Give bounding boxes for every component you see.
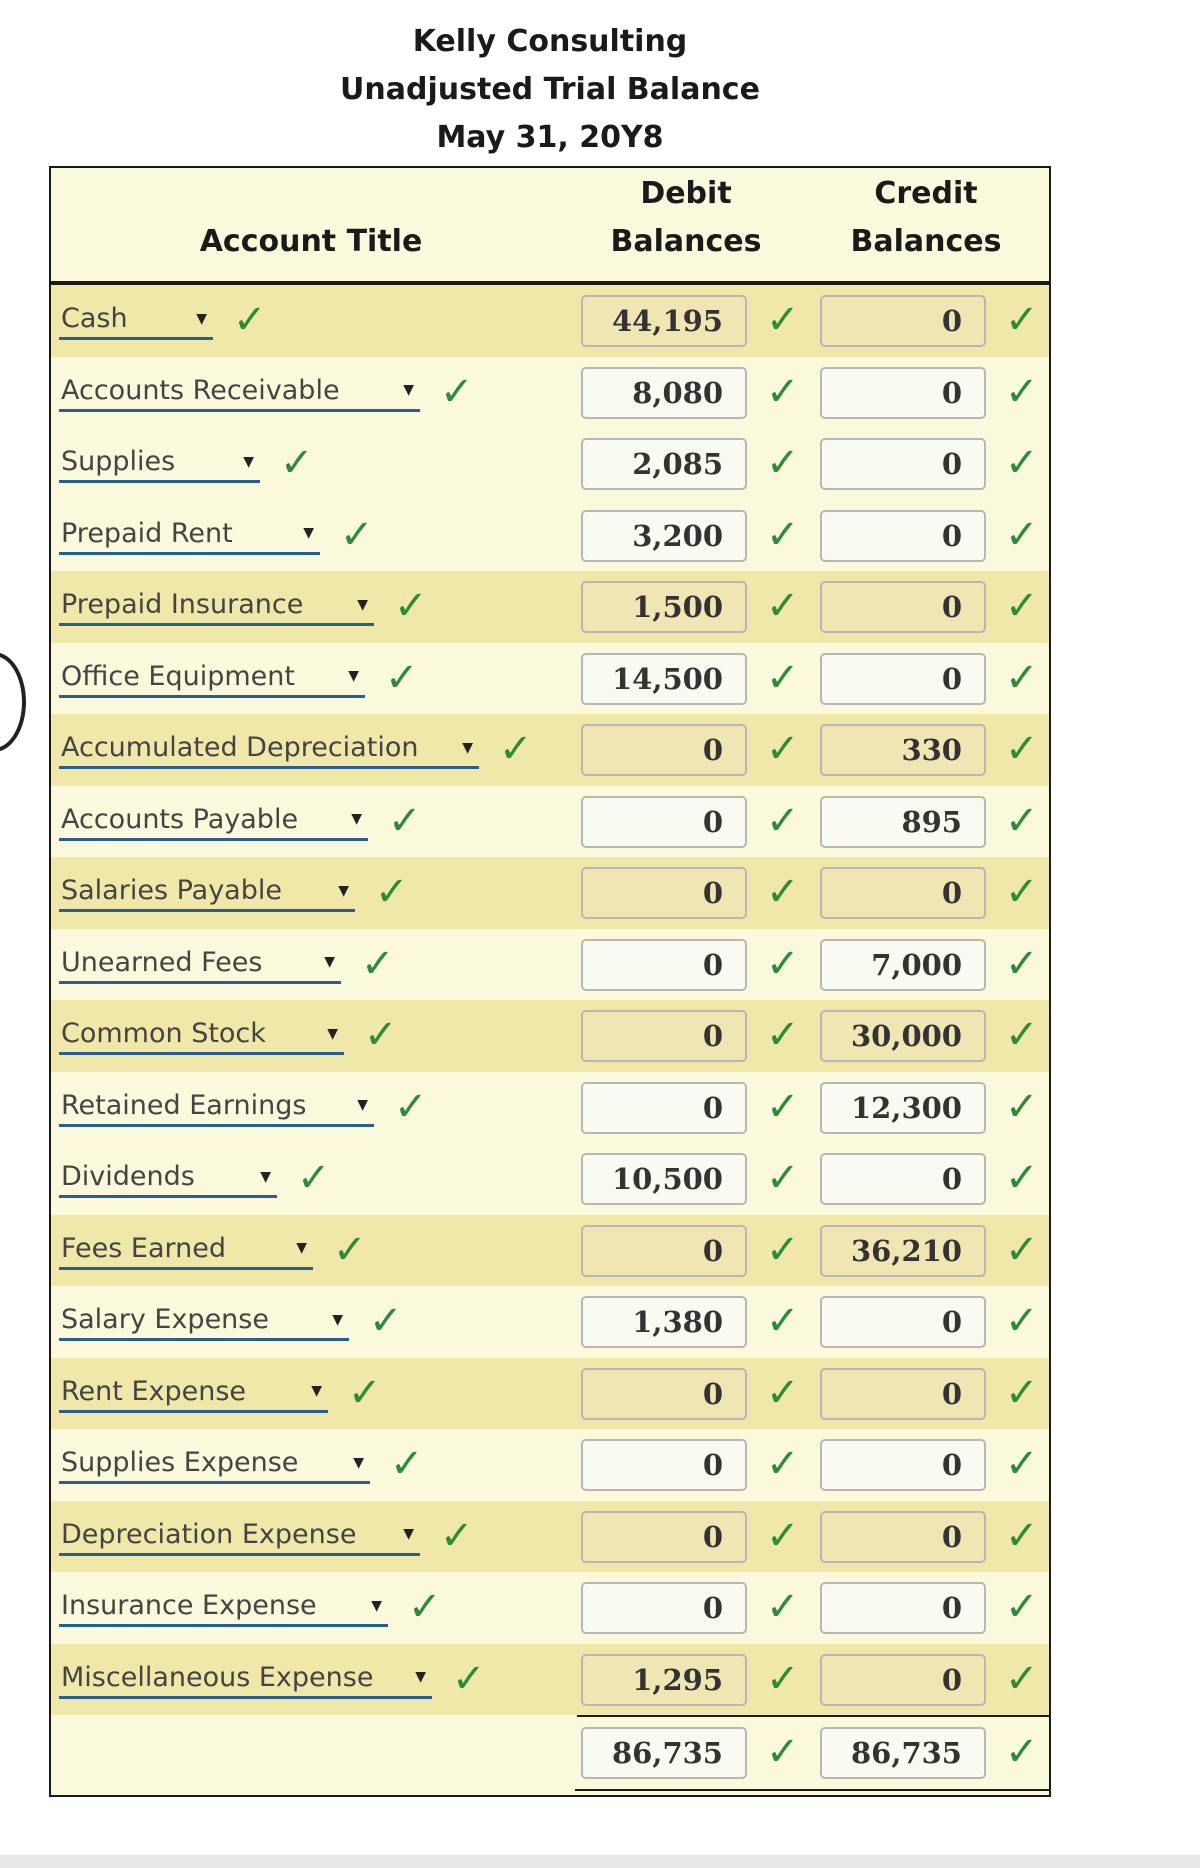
table-header (51, 168, 1049, 285)
account-select[interactable] (59, 944, 341, 984)
account-label: Retained Earnings (61, 1089, 307, 1121)
account-label: Accounts Receivable (61, 374, 340, 406)
check-icon: ✓ (766, 869, 800, 915)
check-icon: ✓ (1005, 1155, 1039, 1201)
account-label: Prepaid Rent (61, 517, 233, 549)
check-icon: ✓ (766, 1512, 800, 1559)
chevron-down-icon: ▼ (332, 1311, 343, 1328)
debit-field[interactable]: 1,500 (581, 581, 747, 633)
account-label: Salaries Payable (61, 875, 282, 906)
account-label: Prepaid Insurance (61, 589, 304, 620)
credit-field[interactable]: 0 (820, 295, 986, 347)
table-row (51, 428, 1049, 500)
check-icon: ✓ (1005, 1369, 1039, 1416)
credit-field[interactable]: 7,000 (820, 939, 986, 991)
check-icon: ✓ (348, 1369, 382, 1416)
check-icon: ✓ (1005, 1441, 1039, 1487)
account-select[interactable] (59, 515, 320, 555)
check-icon: ✓ (394, 583, 428, 629)
account-select[interactable] (59, 1444, 370, 1484)
check-icon: ✓ (440, 1512, 474, 1559)
check-icon: ✓ (766, 1012, 800, 1058)
check-icon: ✓ (233, 297, 267, 343)
check-icon: ✓ (388, 797, 422, 844)
statement-heading (0, 18, 1100, 162)
table-row (51, 1501, 1049, 1573)
check-icon: ✓ (766, 583, 800, 629)
table-row (51, 571, 1049, 643)
account-label: Salary Expense (61, 1304, 269, 1335)
account-label: Rent Expense (61, 1375, 247, 1407)
table-row (51, 1215, 1049, 1287)
credit-field[interactable]: 0 (820, 867, 986, 919)
account-select[interactable] (59, 658, 365, 698)
check-icon: ✓ (766, 654, 800, 701)
check-icon: ✓ (766, 1584, 800, 1630)
check-icon: ✓ (1005, 1584, 1039, 1630)
credit-field[interactable]: 30,000 (820, 1010, 986, 1062)
check-icon: ✓ (1005, 1729, 1039, 1775)
account-label: Depreciation Expense (61, 1518, 357, 1550)
check-icon: ✓ (333, 1226, 367, 1273)
account-select[interactable] (59, 1587, 388, 1627)
credit-field[interactable]: 0 (820, 1439, 986, 1491)
debit-field[interactable]: 0 (581, 724, 747, 776)
check-icon: ✓ (766, 368, 800, 415)
chevron-down-icon: ▼ (303, 525, 314, 541)
check-icon: ✓ (766, 297, 800, 343)
credit-field[interactable]: 0 (820, 1511, 986, 1563)
account-select[interactable] (59, 729, 479, 769)
chevron-down-icon: ▼ (403, 1526, 414, 1542)
account-select[interactable] (59, 1230, 313, 1270)
table-row (51, 929, 1049, 1001)
account-label: Cash (61, 303, 128, 334)
check-icon: ✓ (766, 440, 800, 486)
debit-field[interactable]: 1,295 (581, 1654, 747, 1706)
table-row (51, 643, 1049, 715)
debit-field[interactable]: 2,085 (581, 438, 747, 490)
account-select[interactable] (59, 1087, 374, 1127)
check-icon: ✓ (766, 1729, 800, 1775)
check-icon: ✓ (385, 654, 419, 701)
check-icon: ✓ (1005, 1226, 1039, 1273)
check-icon: ✓ (1005, 511, 1039, 558)
debit-field[interactable]: 0 (581, 1010, 747, 1062)
check-icon: ✓ (766, 797, 800, 844)
check-icon: ✓ (369, 1298, 403, 1344)
debit-field[interactable]: 44,195 (581, 295, 747, 347)
table-row (51, 285, 1049, 357)
chevron-down-icon: ▼ (357, 596, 368, 613)
account-select[interactable] (59, 872, 355, 912)
credit-field[interactable]: 895 (820, 796, 986, 848)
trial-balance-table (49, 166, 1051, 1795)
table-row (51, 1429, 1049, 1501)
debit-header-line1: Debit (640, 176, 732, 211)
table-row (51, 1572, 1049, 1644)
credit-field[interactable]: 0 (820, 367, 986, 419)
totals-double-underline (575, 1789, 1051, 1797)
check-icon: ✓ (340, 511, 374, 558)
debit-field[interactable]: 8,080 (581, 367, 747, 419)
chevron-down-icon: ▼ (327, 1025, 338, 1042)
account-select[interactable] (59, 372, 420, 412)
table-row (51, 500, 1049, 572)
table-row (51, 1072, 1049, 1144)
account-select[interactable] (59, 586, 374, 626)
check-icon: ✓ (766, 940, 800, 987)
column-header-account: Account Title (199, 224, 423, 259)
debit-field[interactable]: 0 (581, 1082, 747, 1134)
credit-field[interactable]: 0 (820, 1654, 986, 1706)
page-edge-circle (0, 652, 26, 752)
check-icon: ✓ (766, 1369, 800, 1416)
table-row (51, 857, 1049, 929)
column-header-debit (571, 170, 801, 266)
chevron-down-icon: ▼ (324, 954, 335, 970)
account-label: Accumulated Depreciation (61, 732, 419, 763)
column-header-credit (811, 170, 1041, 266)
debit-field[interactable]: 14,500 (581, 653, 747, 705)
debit-field[interactable]: 1,380 (581, 1296, 747, 1348)
total-debit-field[interactable]: 86,735 (581, 1727, 747, 1779)
account-label: Accounts Payable (61, 803, 299, 835)
check-icon: ✓ (361, 940, 395, 987)
account-label: Fees Earned (61, 1232, 227, 1264)
debit-field[interactable]: 3,200 (581, 510, 747, 562)
table-row (51, 714, 1049, 786)
check-icon: ✓ (1005, 297, 1039, 343)
debit-field[interactable]: 0 (581, 867, 747, 919)
credit-field[interactable]: 0 (820, 438, 986, 490)
chevron-down-icon: ▼ (243, 453, 254, 470)
check-icon: ✓ (766, 511, 800, 558)
table-row (51, 357, 1049, 429)
check-icon: ✓ (364, 1012, 398, 1058)
check-icon: ✓ (766, 1298, 800, 1344)
check-icon: ✓ (1005, 797, 1039, 844)
check-icon: ✓ (1005, 940, 1039, 987)
statement-title: Unadjusted Trial Balance (340, 72, 760, 107)
credit-header-line1: Credit (874, 176, 978, 211)
credit-header-line2: Balances (850, 224, 1002, 259)
credit-field[interactable]: 0 (820, 1368, 986, 1420)
check-icon: ✓ (408, 1584, 442, 1630)
total-rule (577, 1715, 1051, 1717)
account-label: Insurance Expense (61, 1590, 317, 1621)
credit-field[interactable]: 330 (820, 724, 986, 776)
table-row (51, 1286, 1049, 1358)
debit-field[interactable]: 0 (581, 796, 747, 848)
debit-field[interactable]: 10,500 (581, 1153, 747, 1205)
check-icon: ✓ (297, 1155, 331, 1201)
account-label: Unearned Fees (61, 946, 263, 978)
check-icon: ✓ (1005, 1083, 1039, 1130)
chevron-down-icon: ▼ (462, 739, 473, 756)
check-icon: ✓ (766, 1441, 800, 1487)
check-icon: ✓ (440, 368, 474, 415)
credit-field[interactable]: 0 (820, 581, 986, 633)
chevron-down-icon: ▼ (353, 1454, 364, 1471)
debit-field[interactable]: 0 (581, 939, 747, 991)
table-body (51, 285, 1049, 1715)
check-icon: ✓ (1005, 1655, 1039, 1702)
account-label: Supplies (61, 446, 176, 477)
check-icon: ✓ (766, 1155, 800, 1201)
credit-field[interactable]: 36,210 (820, 1225, 986, 1277)
chevron-down-icon: ▼ (357, 1097, 368, 1113)
table-row (51, 1358, 1049, 1430)
sheet-bottom-border (49, 1795, 575, 1797)
check-icon: ✓ (766, 1083, 800, 1130)
check-icon: ✓ (452, 1655, 486, 1702)
check-icon: ✓ (1005, 440, 1039, 486)
account-select[interactable] (59, 1373, 328, 1413)
check-icon: ✓ (375, 869, 409, 915)
check-icon: ✓ (394, 1083, 428, 1130)
check-icon: ✓ (766, 1226, 800, 1273)
account-label: Common Stock (61, 1018, 266, 1049)
check-icon: ✓ (766, 1655, 800, 1702)
check-icon: ✓ (1005, 368, 1039, 415)
credit-field[interactable]: 0 (820, 1582, 986, 1634)
account-select[interactable] (59, 801, 368, 841)
check-icon: ✓ (1005, 869, 1039, 915)
table-row (51, 1644, 1049, 1716)
account-label: Miscellaneous Expense (61, 1661, 374, 1693)
chevron-down-icon: ▼ (338, 882, 349, 899)
chevron-down-icon: ▼ (296, 1240, 307, 1256)
chevron-down-icon: ▼ (371, 1597, 382, 1614)
chevron-down-icon: ▼ (348, 668, 359, 684)
check-icon: ✓ (390, 1441, 424, 1487)
chevron-down-icon: ▼ (260, 1168, 271, 1185)
account-select[interactable] (59, 1516, 420, 1556)
account-select[interactable] (59, 1015, 344, 1055)
account-label: Supplies Expense (61, 1447, 299, 1478)
chevron-down-icon: ▼ (415, 1669, 426, 1685)
check-icon: ✓ (1005, 583, 1039, 629)
statement-date: May 31, 20Y8 (436, 120, 664, 155)
check-icon: ✓ (1005, 1298, 1039, 1344)
account-label: Office Equipment (61, 660, 295, 692)
total-credit-field[interactable]: 86,735 (820, 1727, 986, 1779)
account-label: Dividends (61, 1161, 195, 1192)
check-icon: ✓ (499, 726, 533, 772)
check-icon: ✓ (1005, 726, 1039, 772)
account-select[interactable] (59, 1158, 277, 1198)
credit-field[interactable]: 0 (820, 653, 986, 705)
credit-field[interactable]: 0 (820, 1296, 986, 1348)
check-icon: ✓ (280, 440, 314, 486)
chevron-down-icon: ▼ (403, 382, 414, 398)
debit-field[interactable]: 0 (581, 1439, 747, 1491)
check-icon: ✓ (1005, 1012, 1039, 1058)
account-select[interactable] (59, 443, 260, 483)
table-row (51, 786, 1049, 858)
credit-field[interactable]: 12,300 (820, 1082, 986, 1134)
debit-header-line2: Balances (610, 224, 762, 259)
debit-field[interactable]: 0 (581, 1368, 747, 1420)
debit-field[interactable]: 0 (581, 1511, 747, 1563)
account-select[interactable] (59, 1659, 432, 1699)
chevron-down-icon: ▼ (351, 811, 362, 827)
credit-field[interactable]: 0 (820, 510, 986, 562)
check-icon: ✓ (766, 726, 800, 772)
debit-field[interactable]: 0 (581, 1225, 747, 1277)
check-icon: ✓ (1005, 1512, 1039, 1559)
chevron-down-icon: ▼ (311, 1383, 322, 1399)
table-row (51, 1143, 1049, 1215)
page-bottom-edge (0, 1855, 1200, 1868)
chevron-down-icon: ▼ (196, 310, 207, 327)
debit-field[interactable]: 0 (581, 1582, 747, 1634)
totals-row (51, 1715, 1049, 1795)
table-row (51, 1000, 1049, 1072)
company-name: Kelly Consulting (412, 24, 688, 59)
account-select[interactable] (59, 300, 213, 340)
account-select[interactable] (59, 1301, 349, 1341)
check-icon: ✓ (1005, 654, 1039, 701)
credit-field[interactable]: 0 (820, 1153, 986, 1205)
